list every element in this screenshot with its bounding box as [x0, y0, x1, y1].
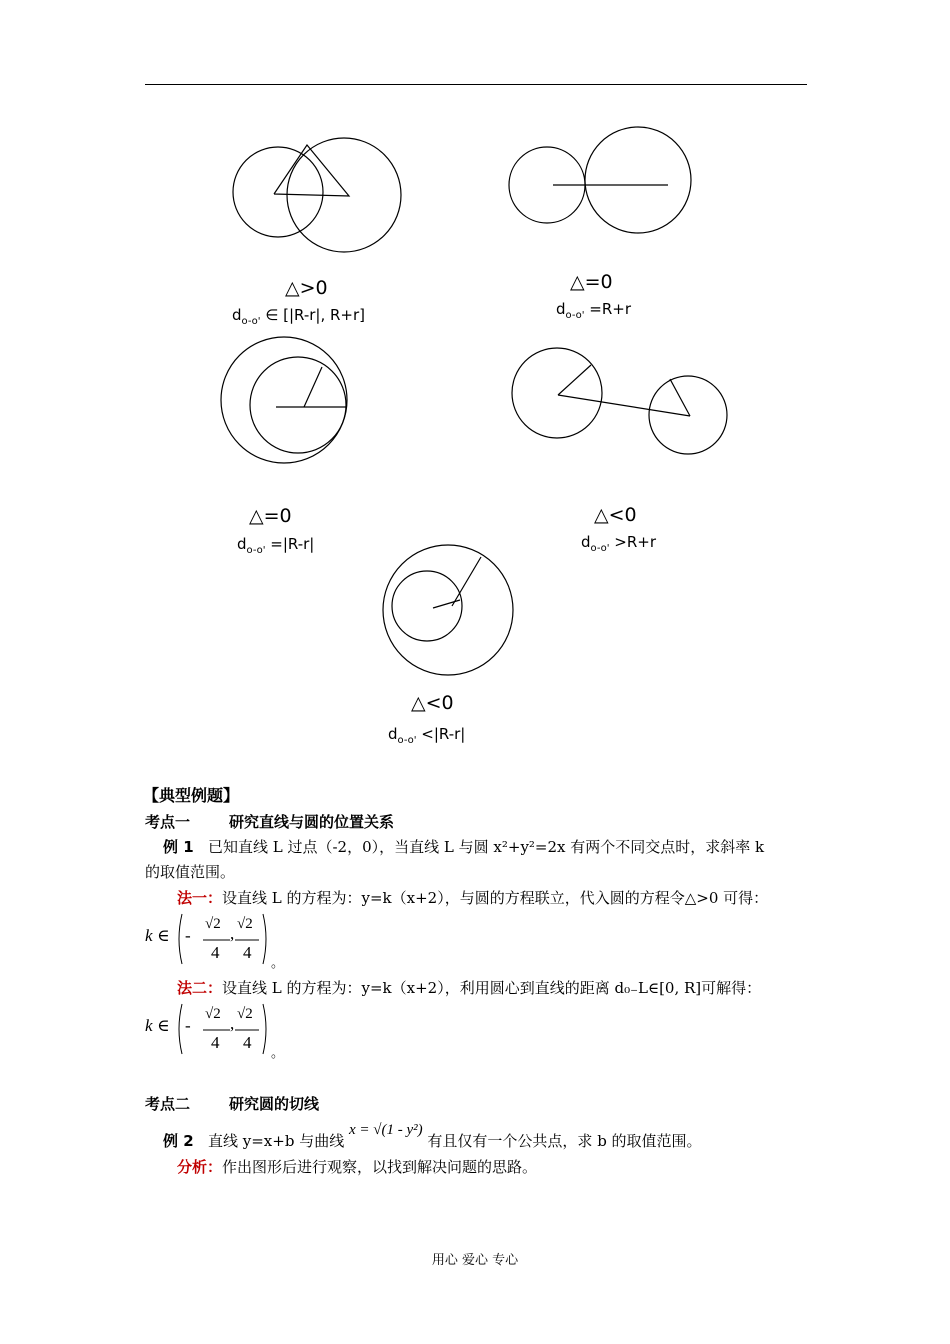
example1-line1: 例 1 已知直线 L 过点（-2，0），当直线 L 与圆 x²+y²=2x 有两个不同交点时，求斜率 k: [163, 838, 765, 856]
fig5-delta-label: △<0: [411, 692, 454, 714]
section-title: 【典型例题】: [143, 786, 240, 805]
fig1-delta-label: △>0: [285, 277, 328, 299]
fig3-radius-d: [304, 367, 322, 407]
fig5-large-circle: [383, 545, 513, 675]
fig1-triangle: [274, 145, 349, 196]
fig5-distance-label: $d_{o-o'} <|R-r|$: [388, 725, 466, 746]
fig4-radius-right: [670, 379, 690, 416]
answer-formula-2: k ∈ - √2 4 , √2 4 。: [145, 1000, 295, 1060]
fig3-large-circle: [221, 337, 347, 463]
fig4-center-line: [558, 395, 690, 416]
fig4-distance-label: $d_{o-o'} >R+r$: [581, 533, 657, 554]
example2-line: 例 2 直线 y=x+b 与曲线 x = √(1 - y²) 有且仅有一个公共点，求 b 的取值范围。: [163, 1122, 702, 1150]
fig3-delta-label: △=0: [249, 505, 292, 527]
fig1-distance-label: $d_{o-o'}$ ∈ [|R-r|, R+r]: [232, 306, 366, 327]
fig5-small-circle: [392, 571, 462, 641]
method2-line: 法二：设直线 L 的方程为：y=k（x+2），利用圆心到直线的距离 d₀₋L∈[0, R]可解得：: [177, 979, 762, 997]
fig5-radius-b: [452, 557, 481, 606]
answer-formula-1: k ∈ - √2 4 , √2 4 。: [145, 910, 295, 970]
fig4-radius-left: [558, 365, 591, 395]
point2-label: 考点二: [145, 1095, 191, 1113]
analysis-line: 分析：作出图形后进行观察，以找到解决问题的思路。: [177, 1158, 538, 1176]
example1-line2: 的取值范围。: [145, 863, 236, 881]
fig4-left-circle: [512, 348, 602, 438]
fig1-small-circle: [233, 147, 323, 237]
point2-title: 研究圆的切线: [229, 1095, 320, 1113]
page-footer: 用心 爱心 专心: [431, 1253, 519, 1268]
method1-line: 法一：设直线 L 的方程为：y=k（x+2），与圆的方程联立，代入圆的方程令△>0 可得：: [177, 889, 769, 907]
curve-formula: x = √(1 - y²): [348, 1122, 423, 1138]
point1-title: 研究直线与圆的位置关系: [229, 813, 395, 831]
fig3-distance-label: $d_{o-o'} =|R-r|$: [237, 535, 315, 556]
fig2-delta-label: △=0: [570, 271, 613, 293]
fig4-right-circle: [649, 376, 727, 454]
fig2-distance-label: $d_{o-o'} =R+r$: [556, 300, 632, 321]
fig5-radius-a: [433, 600, 460, 608]
fig4-delta-label: △<0: [594, 504, 637, 526]
point1-label: 考点一: [145, 813, 191, 831]
fig3-small-circle: [250, 357, 346, 453]
fig2-large-circle: [585, 127, 691, 233]
